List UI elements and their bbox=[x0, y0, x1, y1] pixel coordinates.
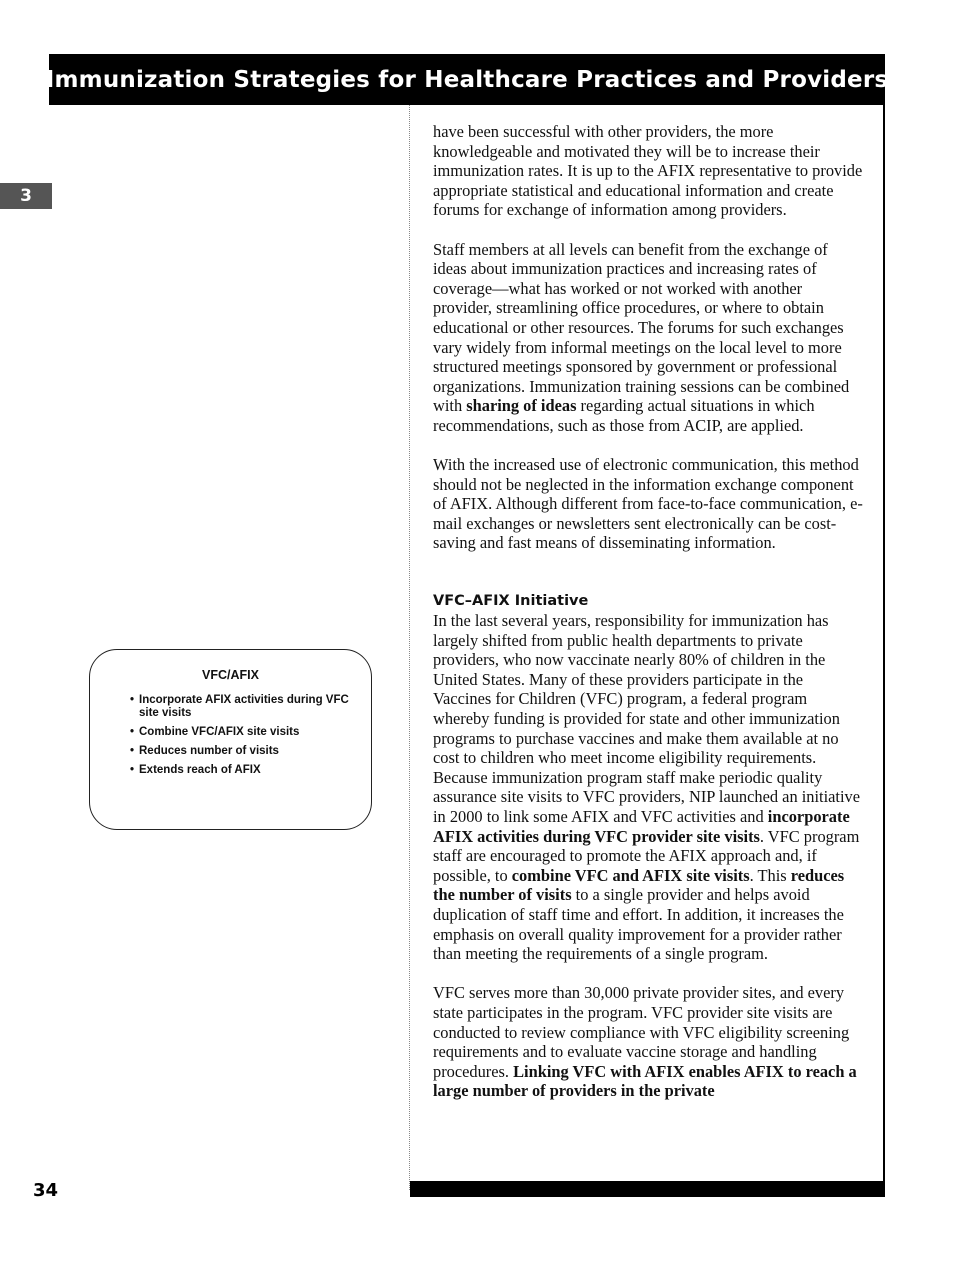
body-paragraph: Staff members at all levels can benefit from the exchange of ideas about immunization practices and increasing rates of coverage—what has worked or not worked with another provider, streamlining office procedures, or where to obtain educational or other resources. The forums for such exchanges vary widely from informal meetings on the local level to more structured meetings sponsored by government or professional organizations. Immunization training sessions can be combined with sharing of ideas regarding actual situations in which recommendations, such as those from ACIP, are applied. bbox=[433, 239, 850, 435]
chapter-number: 3 bbox=[20, 186, 32, 206]
column-divider bbox=[409, 105, 410, 1190]
emphasis-text: reduces the number of visits bbox=[433, 865, 845, 905]
slide-bullet-list bbox=[130, 694, 355, 783]
slide-bullet-item: • Reduces number of visits bbox=[130, 745, 279, 757]
slide-title: VFC/AFIX bbox=[202, 668, 259, 682]
slide-callout-box bbox=[89, 649, 372, 830]
section-heading: VFC–AFIX Initiative bbox=[433, 593, 589, 610]
bullet-icon: • bbox=[130, 726, 135, 738]
emphasis-text: combine VFC and AFIX site visits bbox=[511, 865, 750, 885]
page-number: 34 bbox=[33, 1180, 59, 1201]
body-paragraph: With the increased use of electronic communication, this method should not be neglected in the information exchange component of AFIX. Although different from face-to-face communication, e-mail exchanges or newsletters sent electronically can be cost-saving and fast means of disseminating information. bbox=[433, 455, 863, 553]
body-paragraph: have been successful with other providers, the more knowledgeable and motivated they will be to increase their immunization rates. It is up to the AFIX representative to provide appropriate statistical and educational information and create forums for exchange of information among providers. bbox=[433, 122, 863, 220]
bullet-icon: • bbox=[130, 764, 135, 776]
right-border-rule bbox=[883, 105, 885, 1185]
body-paragraph: In the last several years, responsibility for immunization has largely shifted from public health departments to private providers, who now vaccinate nearly 80% of children in the United States. Many of these providers participate in the Vaccines for Children (VFC) program, a federal program whereby funding is provided for state and other immunization programs to purchase vaccines and make them available at no cost to children who meet income eligibility requirements. Because immunization program staff make periodic quality assurance site visits to VFC providers, NIP launched an initiative in 2000 to link some AFIX and VFC activities and incorporate AFIX activities during VFC provider site visits. VFC program staff are encouraged to promote the AFIX approach and, if possible, to combine VFC and AFIX site visits. This reduces the number of visits to a single provider and helps avoid duplication of staff time and effort. In addition, it increases the emphasis on overall quality improvement for a provider rather than meeting the requirements of a single program. bbox=[433, 611, 860, 964]
slide-bullet-item: • Incorporate AFIX activities during VFC site visits bbox=[130, 694, 349, 719]
page-header bbox=[45, 54, 889, 105]
header-title: Immunization Strategies for Healthcare Practices and Providers bbox=[45, 66, 889, 93]
chapter-tab bbox=[0, 183, 52, 209]
bullet-icon: • bbox=[130, 745, 135, 757]
slide-bullet-item: • Combine VFC/AFIX site visits bbox=[130, 726, 300, 738]
emphasis-text: incorporate AFIX activities during VFC provider site visits bbox=[433, 807, 850, 846]
emphasis-text: sharing of ideas bbox=[466, 396, 577, 416]
emphasis-text: Linking VFC with AFIX enables AFIX to reach a large number of providers in the private bbox=[433, 1061, 857, 1101]
body-paragraph: VFC serves more than 30,000 private provider sites, and every state participates in the program. VFC provider site visits are conducted to review compliance with VFC eligibility screening requirements and to evaluate vaccine storage and handling procedures. Linking VFC with AFIX enables AFIX to reach a large number of providers in the private bbox=[433, 983, 857, 1101]
bullet-icon: • bbox=[130, 694, 135, 706]
body-text-column bbox=[433, 122, 865, 1101]
bottom-bar bbox=[410, 1181, 885, 1197]
slide-bullet-item: • Extends reach of AFIX bbox=[130, 764, 261, 776]
